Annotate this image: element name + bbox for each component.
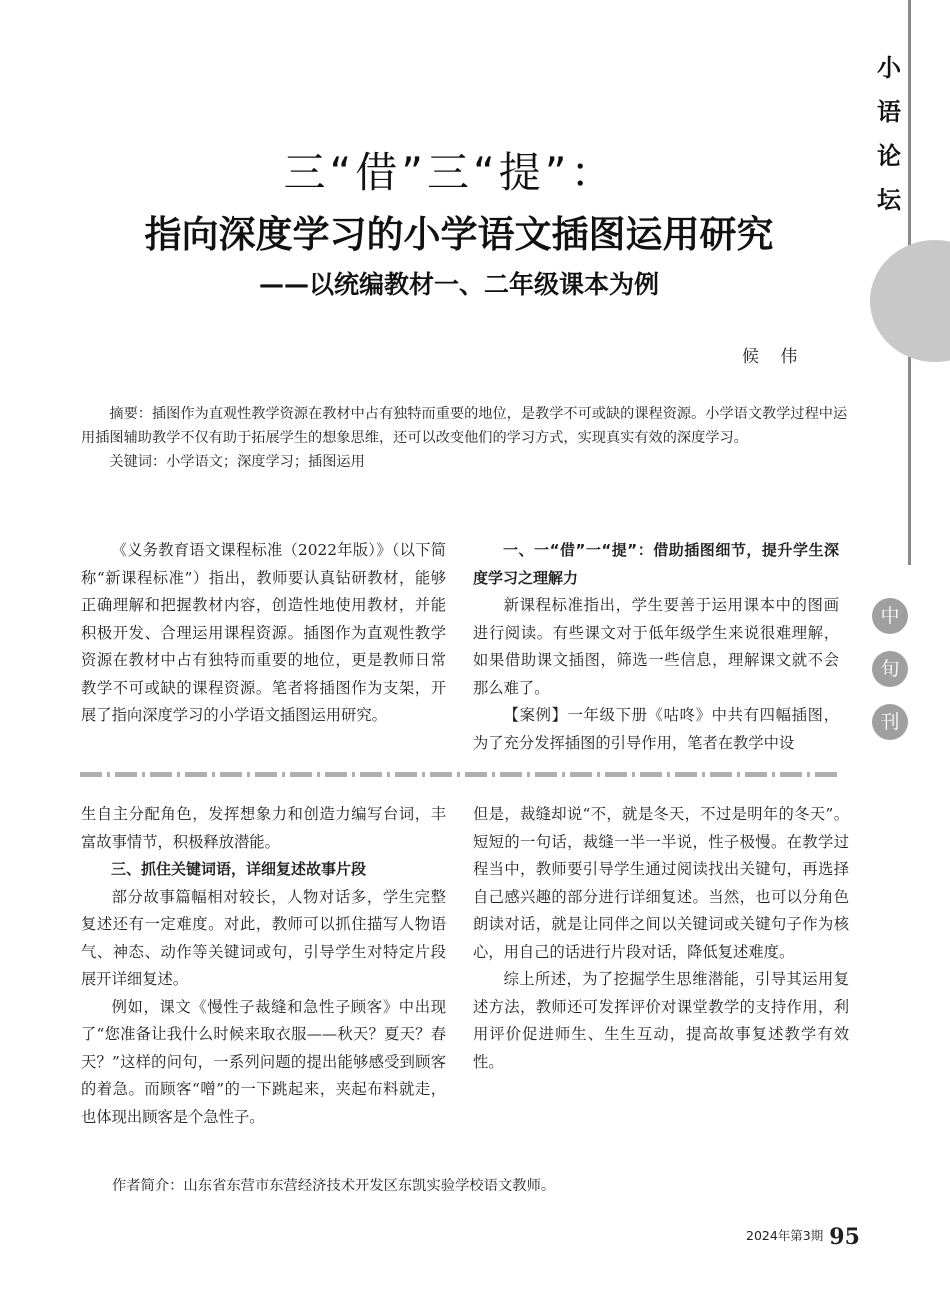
- column-name-char: 论: [877, 142, 901, 170]
- body-column-top-left: [81, 537, 446, 730]
- paragraph: 新课程标准指出，学生要善于运用课本中的图画进行阅读。有些课文对于低年级学生来说很难理解，如果借助课文插图，筛选一些信息，理解课文就不会那么难了。: [473, 596, 839, 697]
- abstract-text: 摘要：插图作为直观性教学资源在教材中占有独特而重要的地位，是教学不可或缺的课程资源。小学语文教学过程中运用插图辅助教学不仅有助于拓展学生的想象思维，还可以改变他们的学习方式，实现真实有效的深度学习。: [81, 406, 848, 446]
- paragraph: 但是，裁缝却说“不，就是冬天，不过是明年的冬天”。短短的一句话，裁缝一半一半说，性子极慢。在教学过程当中，教师要引导学生通过阅读找出关键句，再选择自己感兴趣的部分进行详细复述。当然，也可以分角色朗读对话，就是让同伴之间以关键词或关键句子作为核心，用自己的话进行片段对话，降低复述难度。: [473, 805, 849, 961]
- paragraph: 综上所述，为了挖掘学生思维潜能，引导其运用复述方法，教师还可发挥评价对课堂教学的支持作用，利用评价促进师生、生生互动，提高故事复述教学有效性。: [473, 970, 849, 1071]
- journal-badges: [872, 598, 910, 757]
- author-note: 作者简介：山东省东营市东营经济技术开发区东凯实验学校语文教师。: [112, 1178, 556, 1194]
- page-footer: [746, 1224, 860, 1250]
- section-heading: 一、一“借”一“提”：借助插图细节，提升学生深度学习之理解力: [473, 541, 839, 587]
- author-name: 候 伟: [742, 347, 806, 367]
- paragraph: 部分故事篇幅相对较长，人物对话多，学生完整复述还有一定难度。对此，教师可以抓住描写人物语气、神态、动作等关键词或句，引导学生对特定片段展开详细复述。: [81, 887, 446, 988]
- column-name-char: 小: [877, 54, 901, 82]
- paragraph: 例如，课文《慢性子裁缝和急性子顾客》中出现了“您准备让我什么时候来取衣服——秋天？夏天？春天？”这样的问句，一系列问题的提出能够感受到顾客的着急。而顾客“噌”的一下跳起来，夹起布料就走，也体现出顾客是个急性子。: [81, 997, 446, 1126]
- section-heading: 三、抓住关键词语，详细复述故事片段: [111, 860, 367, 878]
- paragraph: 【案例】一年级下册《咕咚》中共有四幅插图，为了充分发挥插图的引导作用，笔者在教学中设: [473, 706, 839, 752]
- title-line2: 指向深度学习的小学语文插图运用研究: [144, 213, 774, 256]
- badge-char: 刊: [872, 704, 908, 740]
- body-column-bottom-right: [473, 801, 849, 1076]
- abstract: [81, 402, 849, 474]
- title-line1: 三“借”三“提”：: [283, 148, 617, 197]
- subtitle: ——以统编教材一、二年级课本为例: [258, 270, 659, 299]
- paragraph: 生自主分配角色，发挥想象力和创造力编写台词，丰富故事情节，积极释放潜能。: [81, 805, 446, 851]
- keywords: 关键词：小学语文；深度学习；插图运用: [109, 454, 365, 470]
- paragraph: 《义务教育语文课程标准（2022年版）》（以下简称“新课程标准”）指出，教师要认真钻研教材，能够正确理解和把握教材内容，创造性地使用教材，并能积极开发、合理运用课程资源。插图作为直观性教学资源在教材中占有独特而重要的地位，更是教师日常教学不可或缺的课程资源。笔者将插图作为支架，开展了指向深度学习的小学语文插图运用研究。: [81, 541, 446, 724]
- section-separator: [80, 771, 840, 778]
- badge-char: 旬: [872, 651, 908, 687]
- body-column-bottom-left: [81, 801, 446, 1131]
- badge-char: 中: [872, 598, 908, 634]
- body-column-top-right: [473, 537, 839, 757]
- column-name-char: 语: [877, 98, 901, 126]
- column-name-char: 坛: [877, 186, 901, 214]
- decorative-circle: [870, 240, 950, 362]
- page-number: 95: [829, 1224, 860, 1250]
- issue-label: 2024年第3期: [746, 1228, 824, 1243]
